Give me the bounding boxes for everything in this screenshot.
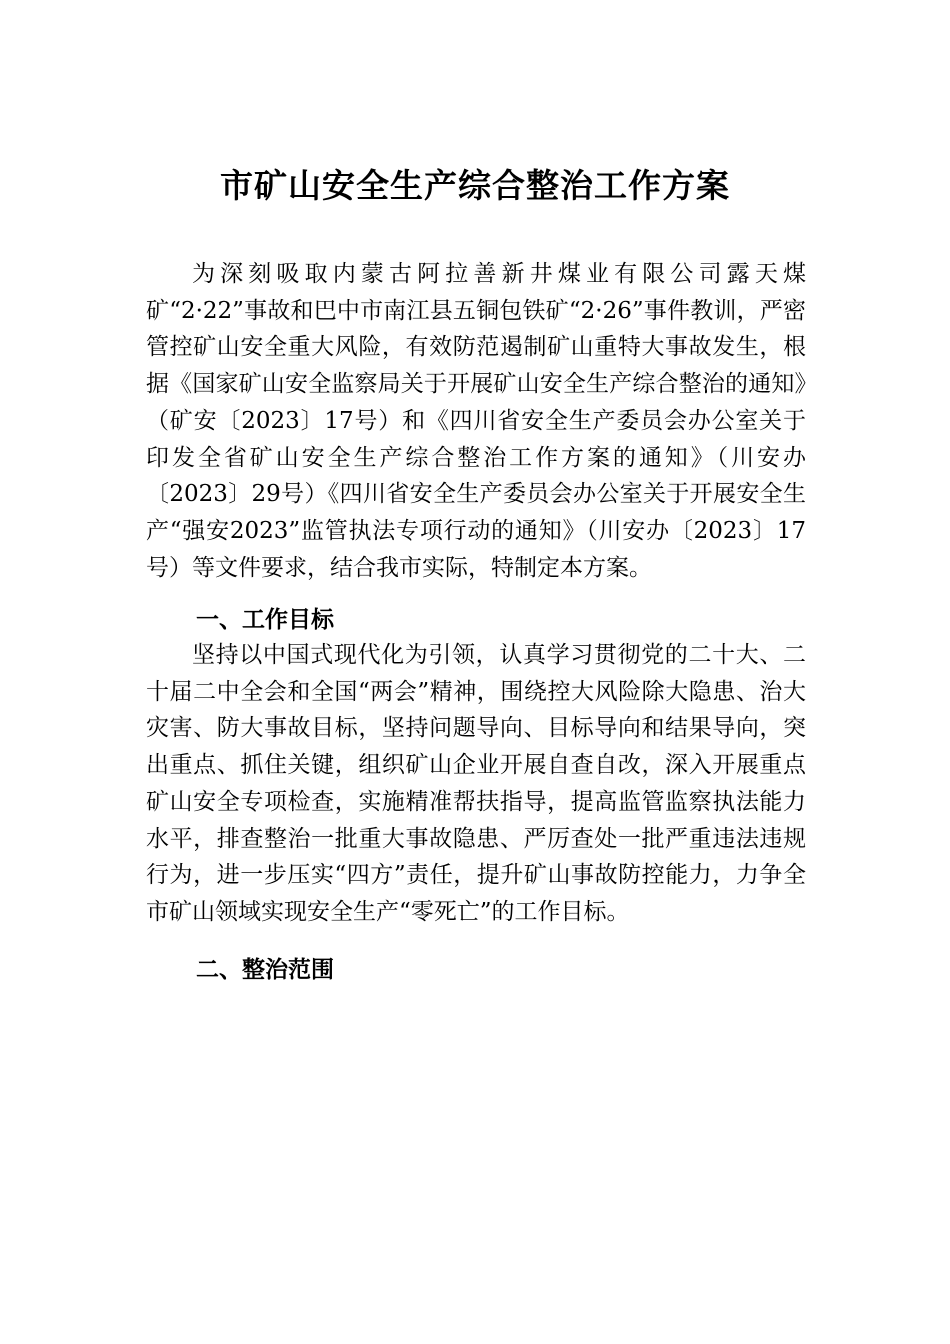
work-goals-paragraph: 坚持以中国式现代化为引领，认真学习贯彻党的二十大、二十届二中全会和全国“两会”精神，围绕控大风险除大隐患、治大灾害、防大事故目标，坚持问题导向、目标导向和结果导向，突出重点、抓住关键，组织矿山企业开展自查自改，深入开展重点矿山安全专项检查，实施精准帮扶指导，提高监管监察执法能力水平，排查整治一批重大事故隐患、严厉查处一批严重违法违规行为，进一步压实“四方”责任，提升矿山事故防控能力，力争全市矿山领域实现安全生产“零死亡”的工作目标。 (146, 642, 806, 925)
section-heading-scope: 二、整治范围 (196, 957, 334, 983)
intro-paragraph: 为深刻吸取内蒙古阿拉善新井煤业有限公司露天煤矿“2·22”事故和巴中市南江县五铜包铁矿“2·26”事件教训，严密管控矿山安全重大风险，有效防范遏制矿山重特大事故发生，根据《国家矿山安全监察局关于开展矿山安全生产综合整治的通知》（矿安〔2023〕17号）和《四川省安全生产委员会办公室关于印发全省矿山安全生产综合整治工作方案的通知》（川安办〔2023〕29号）《四川省安全生产委员会办公室关于开展安全生产“强安2023”监管执法专项行动的通知》（川安办〔2023〕17号）等文件要求，结合我市实际，特制定本方案。 (146, 261, 806, 581)
document-title: 市矿山安全生产综合整治工作方案 (220, 166, 730, 205)
section-heading-work-goals: 一、工作目标 (196, 607, 334, 633)
